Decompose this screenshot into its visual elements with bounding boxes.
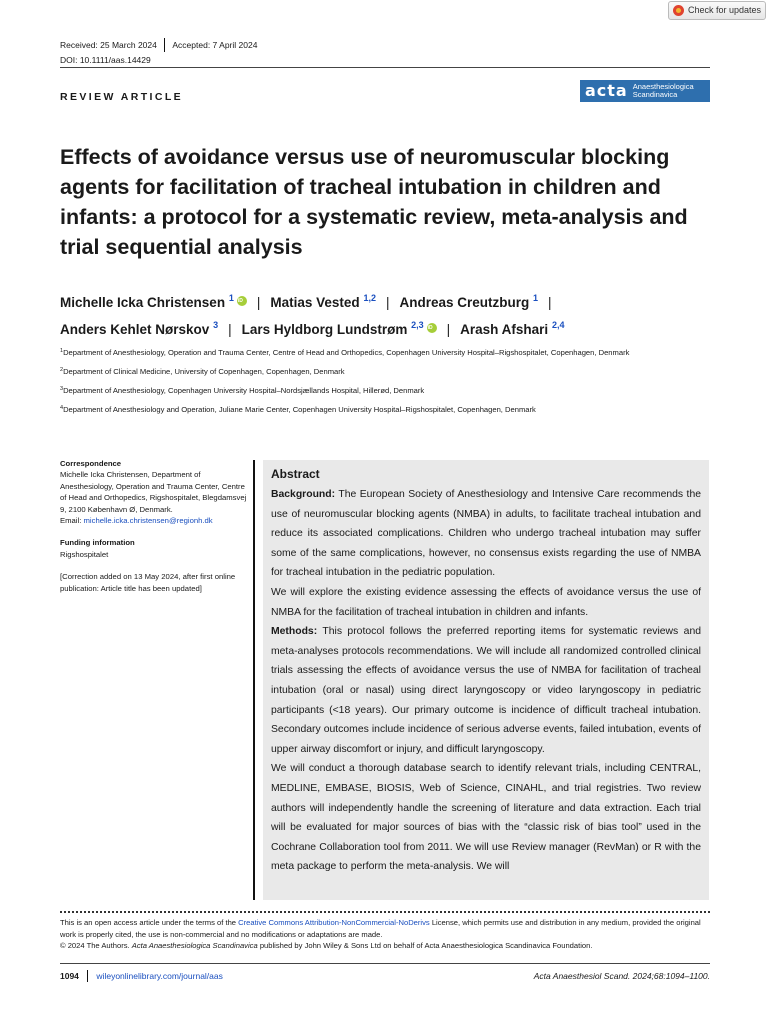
abstract-background-2: We will explore the existing evidence assessing the effects of avoidance versus the use of NMBA for the facilitation of tracheal intubation in children and infants. xyxy=(271,586,701,618)
affiliation-text: Department of Anesthesiology, Copenhagen University Hospital–Nordsjællands Hospital, Hillerød, Denmark xyxy=(63,386,425,395)
dates-divider xyxy=(164,38,166,52)
affiliation-text: Department of Clinical Medicine, University of Copenhagen, Copenhagen, Denmark xyxy=(63,367,345,376)
copyright-post: published by John Wiley & Sons Ltd on behalf of Acta Anaesthesiologica Scandinavica Foundation. xyxy=(257,941,593,950)
sidebar-divider xyxy=(253,460,255,900)
copyright-line xyxy=(60,940,710,952)
affiliation-number: 3 xyxy=(60,386,64,392)
journal-logo-acta: acta xyxy=(585,81,628,100)
author-list xyxy=(60,287,710,341)
funding-text: Rigshospitalet xyxy=(60,549,109,559)
author-affiliation-ref[interactable]: 2,4 xyxy=(551,320,565,330)
author-affiliation-ref[interactable]: 1 xyxy=(228,293,234,303)
license-pre: This is an open access article under the terms of the xyxy=(60,918,239,927)
affiliation-number: 1 xyxy=(60,348,64,354)
citation: Acta Anaesthesiol Scand. 2024;68:1094–1100. xyxy=(533,971,710,981)
author-name: Michelle Icka Christensen xyxy=(60,295,226,310)
author-name: Anders Kehlet Nørskov xyxy=(60,322,210,337)
journal-logo xyxy=(580,80,710,102)
author[interactable] xyxy=(60,322,218,337)
crossmark-icon xyxy=(673,5,684,16)
footer-divider xyxy=(87,970,89,982)
check-for-updates-label: Check for updates xyxy=(688,5,762,15)
affiliation xyxy=(60,403,710,415)
affiliation-text: Department of Anesthesiology and Operation, Juliane Marie Center, Copenhagen University Hospital–Rigshospitalet, Copenhagen, Denmark xyxy=(63,405,536,414)
correspondence-block xyxy=(60,458,248,526)
correction-note: [Correction added on 13 May 2024, after first online publication: Article title has been updated] xyxy=(60,572,236,593)
author-affiliation-ref[interactable]: 2,3 xyxy=(411,320,424,330)
sidebar xyxy=(60,458,248,605)
journal-logo-name-line1: Anaesthesiologica xyxy=(632,81,694,91)
article-type: REVIEW ARTICLE xyxy=(60,91,184,103)
funding-heading: Funding information xyxy=(60,538,135,548)
accepted-date: Accepted: 7 April 2024 xyxy=(172,40,258,50)
license-text xyxy=(60,917,710,952)
check-for-updates-button[interactable] xyxy=(668,1,766,20)
affiliation-number: 4 xyxy=(60,405,64,411)
abstract-heading: Abstract xyxy=(271,467,320,481)
abstract-background xyxy=(271,485,701,583)
author-separator: | xyxy=(256,295,261,310)
author-name: Andreas Creutzburg xyxy=(399,295,530,310)
orcid-icon[interactable] xyxy=(237,296,247,306)
methods-text: This protocol follows the preferred reporting items for systematic reviews and meta-analyses protocols recommendations. We will include all randomized controlled clinical trials assessing the effects of avoidance versus the use of NMBA for facilitation of tracheal intubation (oral or nasal) using direct laryngoscopy or video laryngoscopy in pediatric participants (<18 years). Our primary outcome is incidence of difficult tracheal intubation. Secondary outcomes include incidence of serious adverse events, failed intubation, events of upper airway discomfort or injury, and difficult laryngoscopy. xyxy=(271,626,701,755)
header-rule xyxy=(60,67,710,68)
license-statement xyxy=(60,917,710,940)
author-separator: | xyxy=(548,295,552,310)
author-affiliation-ref[interactable]: 1 xyxy=(533,293,539,303)
abstract-methods xyxy=(271,622,701,759)
doi: DOI: 10.1111/aas.14429 xyxy=(60,55,151,65)
article-title: Effects of avoidance versus use of neuromuscular blocking agents for facilitation of tracheal intubation in children and infants: a protocol for a systematic review, meta-analysis and trial sequential analysis xyxy=(60,145,688,259)
copyright-journal: Acta Anaesthesiologica Scandinavica xyxy=(131,941,258,950)
journal-url-link[interactable]: wileyonlinelibrary.com/journal/aas xyxy=(96,971,223,981)
email-label: Email: xyxy=(60,516,84,526)
copyright-pre: © 2024 The Authors. xyxy=(60,941,132,950)
license-divider xyxy=(60,911,710,913)
abstract-box xyxy=(263,460,709,900)
author-separator: | xyxy=(228,322,232,337)
email-link[interactable]: michelle.icka.christensen@regionh.dk xyxy=(83,516,213,526)
author[interactable] xyxy=(399,295,538,310)
background-label: Background: xyxy=(271,489,336,500)
license-post: License, which permits use and distribution in any medium, provided the original work is properly cited, the use is non-commercial and no modifications or adaptations are made. xyxy=(60,918,701,939)
methods-label: Methods: xyxy=(271,626,318,638)
author-name: Matias Vested xyxy=(270,295,360,310)
footer-rule xyxy=(60,963,710,964)
license-link[interactable]: Creative Commons Attribution-NonCommercial-NoDerivs xyxy=(238,918,430,927)
correspondence-heading: Correspondence xyxy=(60,459,122,468)
author-affiliation-ref[interactable]: 1,2 xyxy=(363,293,376,303)
page-footer xyxy=(60,970,710,982)
funding-block xyxy=(60,537,248,560)
author-separator: | xyxy=(446,322,451,337)
author-separator: | xyxy=(385,295,390,310)
affiliation xyxy=(60,365,710,377)
affiliation-text: Department of Anesthesiology, Operation and Trauma Center, Centre of Head and Orthopedics, Copenhagen University Hospital–Rigshospitalet, Copenhagen, Denmark xyxy=(63,348,630,357)
article-dates xyxy=(60,38,257,52)
journal-logo-name xyxy=(633,83,694,100)
received-date: Received: 25 March 2024 xyxy=(60,40,157,50)
background-text: The European Society of Anesthesiology and Intensive Care recommends the use of neuromuscular blocking agents (NMBA) in adults, to facilitate tracheal intubation and reduce its associated complications. Children who undergo tracheal intubation may suffer some of the same complications, however, no consensus exists regarding the use of NMBA for tracheal intubation in the pediatric population. xyxy=(271,489,701,579)
abstract-methods-2: We will conduct a thorough database search to identify relevant trials, including CENTRAL, MEDLINE, EMBASE, BIOSIS, Web of Science, CINAHL, and trial registries. Two review authors will independently handle the screening of literature and data extraction. Each trial will be evaluated for major sources of bias with the “classic risk of bias tool” used in the Cochrane Collaboration tool from 2011. We will use Review manager (RevMan) or R with the meta package to perform the meta-analysis. We will xyxy=(271,763,701,873)
correspondence-text: Michelle Icka Christensen, Department of Anesthesiology, Operation and Trauma Center, Centre of Head and Orthopedics, Rigshospitalet, Blegdamsvej 9, 2100 København Ø, Denmark. xyxy=(60,470,247,514)
orcid-icon[interactable] xyxy=(427,323,437,333)
affiliation xyxy=(60,384,710,396)
author-affiliation-ref[interactable]: 3 xyxy=(213,320,219,330)
page-number: 1094 xyxy=(60,971,79,981)
author-name: Arash Afshari xyxy=(460,322,549,337)
author[interactable] xyxy=(460,322,564,337)
affiliations xyxy=(60,346,710,422)
author[interactable] xyxy=(242,322,437,337)
author[interactable] xyxy=(270,295,376,310)
journal-logo-name-line2: Scandinavica xyxy=(632,90,678,99)
affiliation-number: 2 xyxy=(60,367,64,373)
author[interactable] xyxy=(60,295,247,310)
affiliation xyxy=(60,346,710,358)
correspondence-email-line xyxy=(60,515,248,526)
author-name: Lars Hyldborg Lundstrøm xyxy=(241,322,408,337)
